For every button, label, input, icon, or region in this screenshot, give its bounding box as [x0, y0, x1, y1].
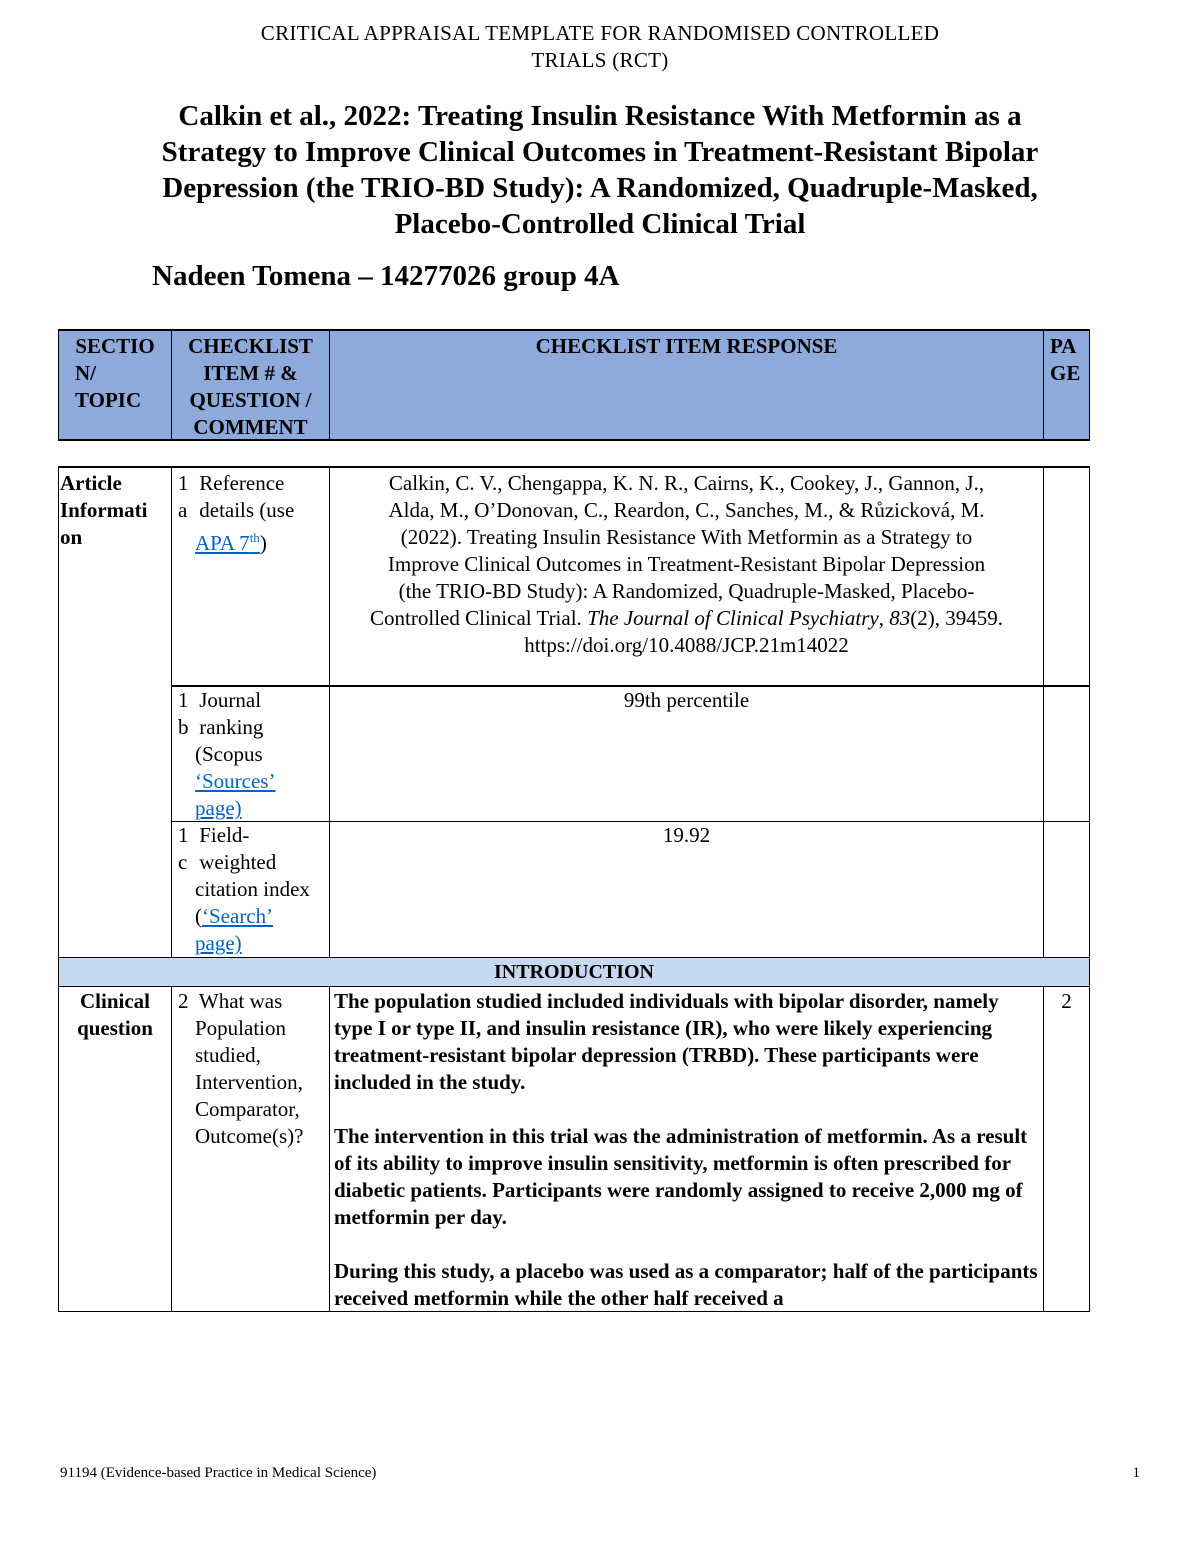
reference-doi: https://doi.org/10.4088/JCP.21m14022 — [524, 633, 849, 657]
header-text: PA — [1050, 334, 1077, 358]
header-section-topic — [58, 329, 172, 441]
header-text: TOPIC — [75, 388, 142, 412]
item-label: What was — [198, 989, 283, 1013]
item-number: 1 — [178, 688, 189, 712]
section-label: on — [60, 525, 83, 549]
item-number: 2 — [178, 989, 189, 1013]
header-text: SECTIO — [75, 334, 155, 358]
header-text: QUESTION / — [189, 388, 312, 412]
document-title-line: CRITICAL APPRAISAL TEMPLATE FOR RANDOMISED CONTROLLED — [260, 21, 940, 45]
response-paragraph-comparator: During this study, a placebo was used as a comparator; half of the participants received metformin while the other half received a — [334, 1259, 1038, 1310]
footer-page-number: 1 — [1132, 1465, 1140, 1481]
scopus-sources-link[interactable]: ‘Sources’ — [195, 769, 276, 793]
item-sub-letter: a — [178, 498, 188, 522]
reference-line: Improve Clinical Outcomes in Treatment-Resistant Bipolar Depression — [387, 552, 986, 576]
journal-volume: 83 — [889, 606, 911, 630]
item-number: 1 — [178, 823, 189, 847]
item-label: ) — [259, 531, 267, 555]
header-response — [329, 329, 1044, 441]
item-1a-page — [1043, 466, 1090, 687]
item-label: (Scopus — [195, 742, 263, 766]
author-line: Nadeen Tomena – 14277026 group 4A — [152, 260, 620, 292]
item-label: Field- — [199, 823, 250, 847]
reference-line: (2022). Treating Insulin Resistance With Metformin as a Strategy to — [400, 525, 973, 549]
item-number: 1 — [178, 471, 189, 495]
item-label: Journal — [199, 688, 262, 712]
section-label: Clinical — [79, 989, 150, 1013]
header-page — [1043, 329, 1090, 441]
section-article-information — [58, 466, 172, 958]
reference-line: Controlled Clinical Trial. The Journal of Clinical Psychiatry, 83(2), 39459. — [370, 606, 1003, 630]
header-text: N/ — [75, 361, 96, 385]
header-checklist-item — [171, 329, 330, 441]
item-label: ranking — [199, 715, 264, 739]
header-text: GE — [1050, 361, 1081, 385]
introduction-heading: INTRODUCTION — [58, 957, 1090, 987]
paper-title-line: Depression (the TRIO-BD Study): A Randomized, Quadruple-Masked, — [162, 172, 1038, 204]
item-label: weighted — [199, 850, 277, 874]
header-text: CHECKLIST — [188, 334, 313, 358]
section-label: Informati — [60, 498, 148, 522]
item-1c-field-weighted-citation: 1 Field- c weighted citation index (‘Search’ page) — [171, 821, 330, 958]
item-label: citation index — [195, 877, 310, 901]
scopus-search-link[interactable]: ‘Search’ — [202, 904, 274, 928]
item-1a-response — [329, 466, 1044, 687]
item-1b-journal-ranking — [171, 686, 330, 822]
item-sub-letter: c — [178, 850, 188, 874]
reference-line: (the TRIO-BD Study): A Randomized, Quadruple-Masked, Placebo- — [398, 579, 975, 603]
apa7-link[interactable]: APA 7th — [195, 530, 260, 555]
response-paragraph-population: The population studied included individuals with bipolar disorder, namely type I or type II, and insulin resistance (IR), who were likely experiencing treatment-resistant bipolar depression (TRBD). These participants were included in the study. — [334, 989, 999, 1094]
item-label: Comparator, — [195, 1097, 300, 1121]
paper-title — [60, 98, 1140, 242]
section-label: Article — [60, 471, 122, 495]
scopus-search-link[interactable]: page) — [195, 931, 242, 955]
item-label: details (use — [199, 498, 295, 522]
journal-name: The Journal of Clinical Psychiatry — [587, 606, 879, 630]
header-text: CHECKLIST ITEM RESPONSE — [535, 334, 838, 358]
header-text: COMMENT — [193, 415, 308, 439]
paper-title-line: Strategy to Improve Clinical Outcomes in Treatment-Resistant Bipolar — [161, 136, 1039, 168]
paper-title-line: Calkin et al., 2022: Treating Insulin Resistance With Metformin as a — [178, 100, 1022, 132]
item-1c-page — [1043, 821, 1090, 958]
item-1a-reference-details — [171, 466, 330, 687]
item-1b-response: 99th percentile — [329, 686, 1044, 822]
response-paragraph-intervention: The intervention in this trial was the administration of metformin. As a result of its ability to improve insulin sensitivity, metformin is often prescribed for diabetic patients. Participants were randomly assigned to receive 2,000 mg of metformin per day. — [334, 1124, 1028, 1229]
item-1c-response: 19.92 — [329, 821, 1044, 958]
item-1b-page — [1043, 686, 1090, 822]
reference-line: Calkin, C. V., Chengappa, K. N. R., Cairns, K., Cookey, J., Gannon, J., — [388, 471, 985, 495]
paper-title-line: Placebo-Controlled Clinical Trial — [394, 208, 806, 240]
item-label: studied, — [195, 1043, 261, 1067]
item-label: Outcome(s)? — [195, 1124, 304, 1148]
item-2-page: 2 — [1043, 986, 1090, 1312]
section-label: question — [77, 1016, 153, 1040]
header-text: ITEM # & — [203, 361, 298, 385]
document-title — [100, 20, 1100, 74]
scopus-sources-link[interactable]: page) — [195, 796, 242, 820]
item-label: Reference — [199, 471, 285, 495]
section-clinical-question — [58, 986, 172, 1312]
reference-line: Alda, M., O’Donovan, C., Reardon, C., Sanches, M., & Růzicková, M. — [388, 498, 985, 522]
item-label: Population — [195, 1016, 287, 1040]
footer-course: 91194 (Evidence-based Practice in Medical Science) — [60, 1465, 377, 1481]
item-2-pico-question — [171, 986, 330, 1312]
document-title-line: TRIALS (RCT) — [531, 48, 669, 72]
item-2-response — [329, 986, 1044, 1312]
item-label: Intervention, — [195, 1070, 303, 1094]
item-sub-letter: b — [178, 715, 189, 739]
